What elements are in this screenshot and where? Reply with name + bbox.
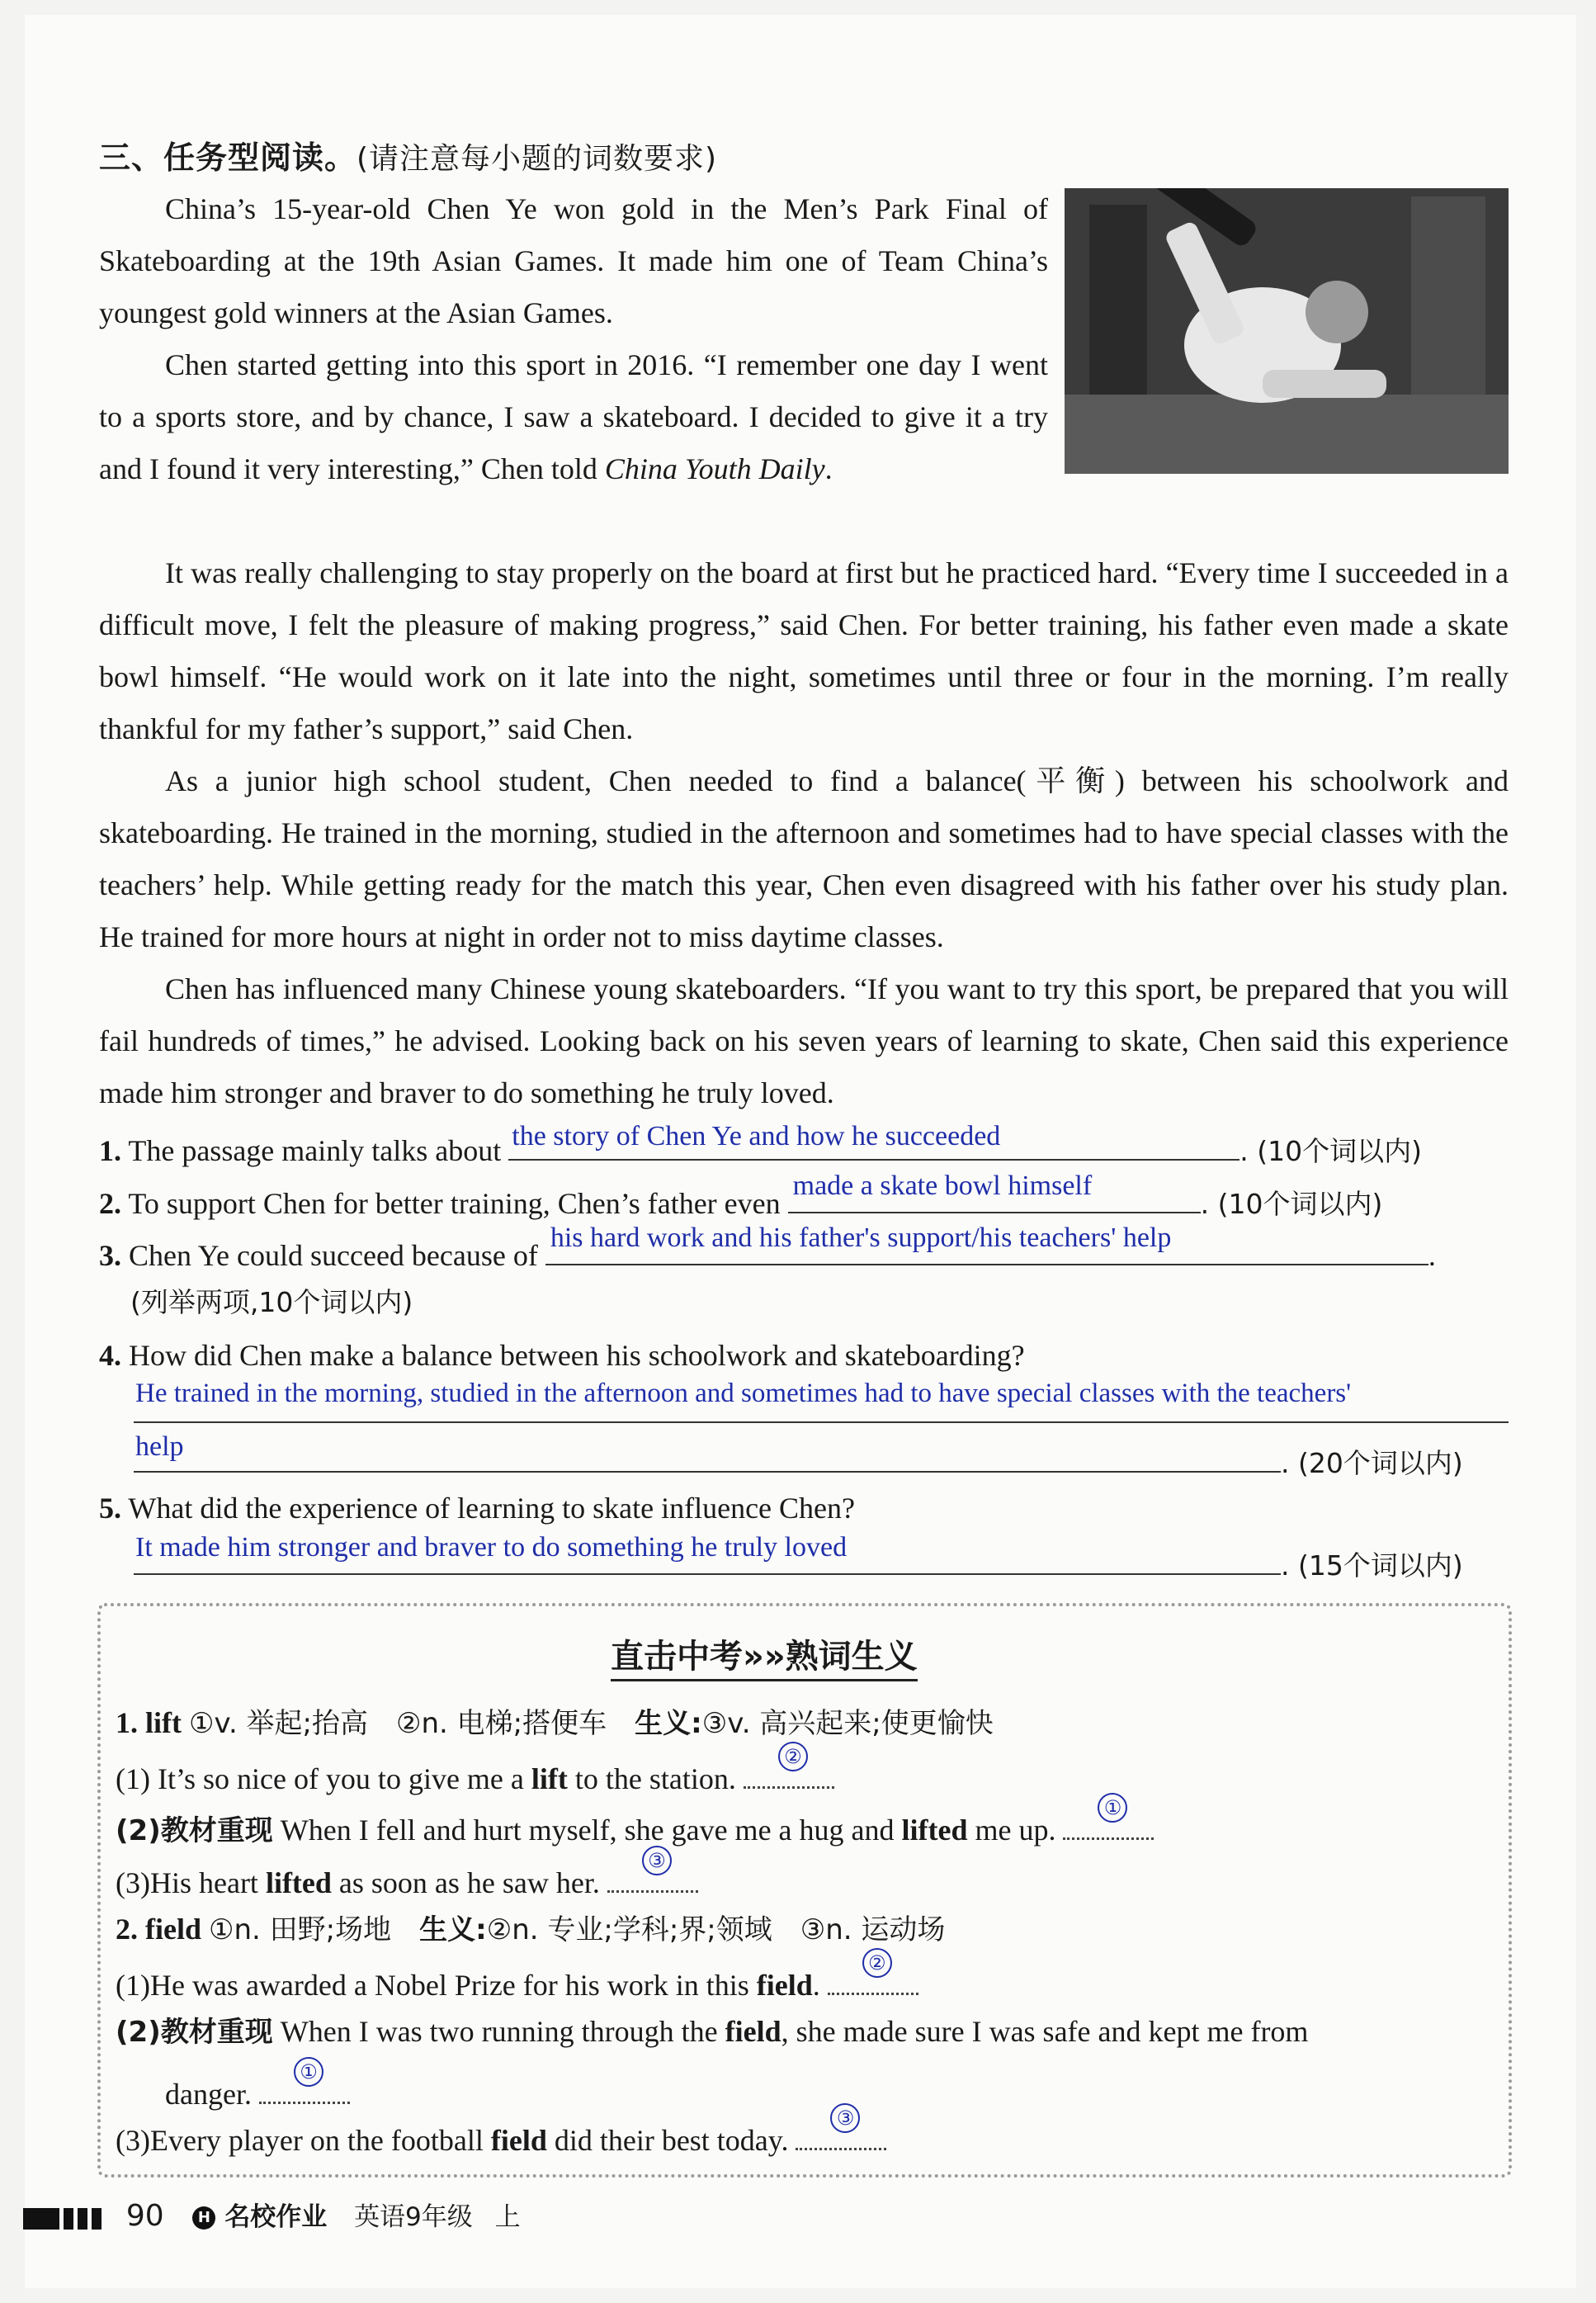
answer-mark: ① [294, 2057, 323, 2087]
new-sense-label: 生义: [419, 1913, 487, 1946]
section-heading: 三、任务型阅读。 [99, 140, 357, 176]
keyword: field [756, 1969, 813, 2002]
new-sense-label: 生义: [635, 1707, 702, 1740]
word-limit: . (10个词以内) [1239, 1135, 1422, 1167]
paragraph-1: China’s 15-year-old Chen Ye won gold in the Men’s Park Final of Skateboarding at the 19th Asian Games. It made him one of Team China’s youngest gold winners at the Asian Games. [99, 192, 1048, 329]
field-sentence-2-cont [165, 2060, 350, 2115]
newspaper-name: China Youth Daily [604, 452, 825, 485]
paragraph-3: It was really challenging to stay properly on the board at first but he practiced hard. “Every time I succeeded in a difficult move, I felt the pleasure of making progress,” said Chen. For better training, his father even made a skate bowl himself. “He would work on it late into the night, sometimes until three or four in the morning. I’m really thankful for my father’s support,” said Chen. [99, 556, 1509, 745]
field-sentence-3 [116, 2107, 886, 2161]
keyword: field [490, 2124, 547, 2157]
question-text: What did the experience of learning to skate influence Chen? [128, 1492, 855, 1525]
question-number: 3. [99, 1239, 121, 1272]
question-text: Chen Ye could succeed because of [129, 1239, 538, 1272]
textbook-tag: (2)教材重现 [116, 1814, 273, 1847]
question-3-limit: (列举两项,10个词以内) [130, 1286, 413, 1318]
field-headword: 2. field [116, 1913, 201, 1946]
field-sentence-1 [116, 1951, 918, 2006]
question-number: 1. [99, 1134, 121, 1167]
page-footer [23, 2196, 521, 2234]
word-limit: . (20个词以内) [1281, 1447, 1463, 1479]
sentence-text: When I fell and hurt myself, she gave me a hug and [272, 1814, 902, 1847]
answer-text: made a skate bowl himself [792, 1170, 1093, 1201]
answer-text: his hard work and his father's support/his teachers' help [550, 1222, 1172, 1253]
keyword: lifted [901, 1814, 968, 1847]
question-text: The passage mainly talks about [128, 1134, 502, 1167]
field-sentence-2 [116, 2011, 1308, 2053]
answer-text-line-2: help [135, 1431, 184, 1462]
footer-bars-icon [23, 2201, 106, 2234]
sentence-text: did their best today. [546, 2124, 789, 2157]
word-limit: . (15个词以内) [1281, 1549, 1463, 1582]
subject-grade: 英语9年级 [354, 2202, 473, 2232]
sentence-text: (1) It’s so nice of you to give me a [116, 1762, 531, 1795]
answer-blank[interactable] [796, 2107, 886, 2150]
word-limit: . (10个词以内) [1200, 1188, 1383, 1220]
paragraph-5: Chen has influenced many Chinese young skateboarders. “If you want to try this sport, be prepared that you will fail hundreds of times,” he advised. Looking back on his seven years of learning to skate, Chen said this experience made him stronger and braver to do something he truly loved. [99, 972, 1509, 1109]
sentence-text: (3)Every player on the football [116, 2124, 491, 2157]
end-period: . [1428, 1239, 1436, 1272]
question-4-line-2 [134, 1431, 1463, 1484]
question-text: To support Chen for better training, Chen’s father even [128, 1187, 781, 1220]
answer-blank[interactable] [607, 1849, 698, 1893]
answer-blank[interactable] [1063, 1796, 1154, 1840]
section-title [99, 132, 717, 177]
sentence-text: , she made sure I was safe and kept me from [781, 2015, 1309, 2048]
keyword: lifted [265, 1866, 332, 1899]
field-senses: ①n. 田野;场地 [209, 1913, 420, 1946]
answer-blank[interactable] [134, 1532, 1281, 1575]
field-entry [116, 1908, 945, 1951]
paragraph-2-end: . [824, 452, 833, 485]
question-4 [99, 1335, 1025, 1376]
sentence-text: as soon as he saw her. [331, 1866, 600, 1899]
sentence-text: to the station. [567, 1762, 736, 1795]
brand-logo-icon: H [192, 2206, 215, 2230]
sentence-text: When I was two running through the [272, 2015, 725, 2048]
keyword: field [725, 2015, 781, 2048]
sentence-text: (1)He was awarded a Nobel Prize for his work in this [116, 1969, 757, 2002]
sentence-text: danger. [165, 2078, 252, 2111]
lift-senses: ①v. 举起;抬高 ②n. 电梯;搭便车 [188, 1707, 635, 1740]
question-number: 5. [99, 1492, 121, 1525]
question-5 [99, 1487, 855, 1529]
vocab-box-title: 直击中考»»熟词生义 [611, 1630, 918, 1681]
answer-mark: ② [862, 1948, 892, 1978]
skateboarder-illustration [1065, 188, 1509, 474]
answer-mark: ③ [642, 1846, 672, 1875]
lift-sentence-3 [116, 1849, 698, 1903]
answer-blank[interactable] [828, 1951, 918, 1995]
lift-sentence-2 [116, 1796, 1154, 1851]
question-5-answer-row [134, 1532, 1463, 1587]
question-3 [99, 1222, 1436, 1276]
skateboarder-photo [1065, 188, 1509, 474]
answer-line-1[interactable] [134, 1421, 1509, 1423]
keyword: lift [531, 1762, 568, 1795]
question-number: 4. [99, 1339, 121, 1372]
sentence-text: . [812, 1969, 820, 2002]
brand-name: 名校作业 [224, 2202, 328, 2232]
question-number: 2. [99, 1187, 121, 1220]
sentence-text: (3)His heart [116, 1866, 266, 1899]
lift-headword: 1. lift [116, 1706, 182, 1739]
answer-blank[interactable] [134, 1431, 1281, 1473]
textbook-tag: (2)教材重现 [116, 2016, 273, 2049]
paragraph-4: As a junior high school student, Chen needed to find a balance(平衡) between his schoolwork and skateboarding. He trained in the morning, studied in the afternoon and sometimes had to have special classes with the teachers’ help. While getting ready for the match this year, Chen even disagreed with his father over his study plan. He trained for more hours at night in order not to miss daytime classes. [99, 764, 1509, 953]
lift-entry [116, 1702, 994, 1744]
answer-mark: ② [778, 1742, 808, 1771]
lift-sentence-1 [116, 1745, 834, 1799]
answer-blank[interactable] [259, 2060, 350, 2104]
paragraph-2-text: Chen started getting into this sport in 2016. “I remember one day I went to a sports store, and by chance, I saw a skateboard. I decided to give it a try and I found it very interesting,” Chen told [99, 348, 1048, 485]
field-new-sense: ②n. 专业;学科;界;领域 ③n. 运动场 [486, 1913, 946, 1946]
question-1 [99, 1123, 1422, 1172]
section-note: (请注意每小题的词数要求) [357, 142, 718, 176]
page-number: 90 [125, 2199, 164, 2233]
volume: 上 [494, 2202, 521, 2232]
answer-text: It made him stronger and braver to do something he truly loved [135, 1532, 848, 1563]
answer-mark: ① [1098, 1793, 1127, 1823]
question-text: How did Chen make a balance between his schoolwork and skateboarding? [129, 1339, 1025, 1372]
answer-blank[interactable] [788, 1170, 1201, 1213]
answer-blank[interactable] [744, 1745, 834, 1789]
paragraph-2 [99, 339, 1048, 495]
answer-mark: ③ [830, 2103, 860, 2133]
answer-text-line-1: He trained in the morning, studied in the afternoon and sometimes had to have special classes with the teachers' [135, 1378, 1352, 1408]
lift-new-sense: ③v. 高兴起来;使更愉快 [701, 1707, 994, 1740]
answer-blank[interactable] [508, 1123, 1239, 1161]
answer-text: the story of Chen Ye and how he succeeded [512, 1121, 1001, 1152]
answer-blank[interactable] [545, 1222, 1428, 1265]
sentence-text: me up. [967, 1814, 1056, 1847]
